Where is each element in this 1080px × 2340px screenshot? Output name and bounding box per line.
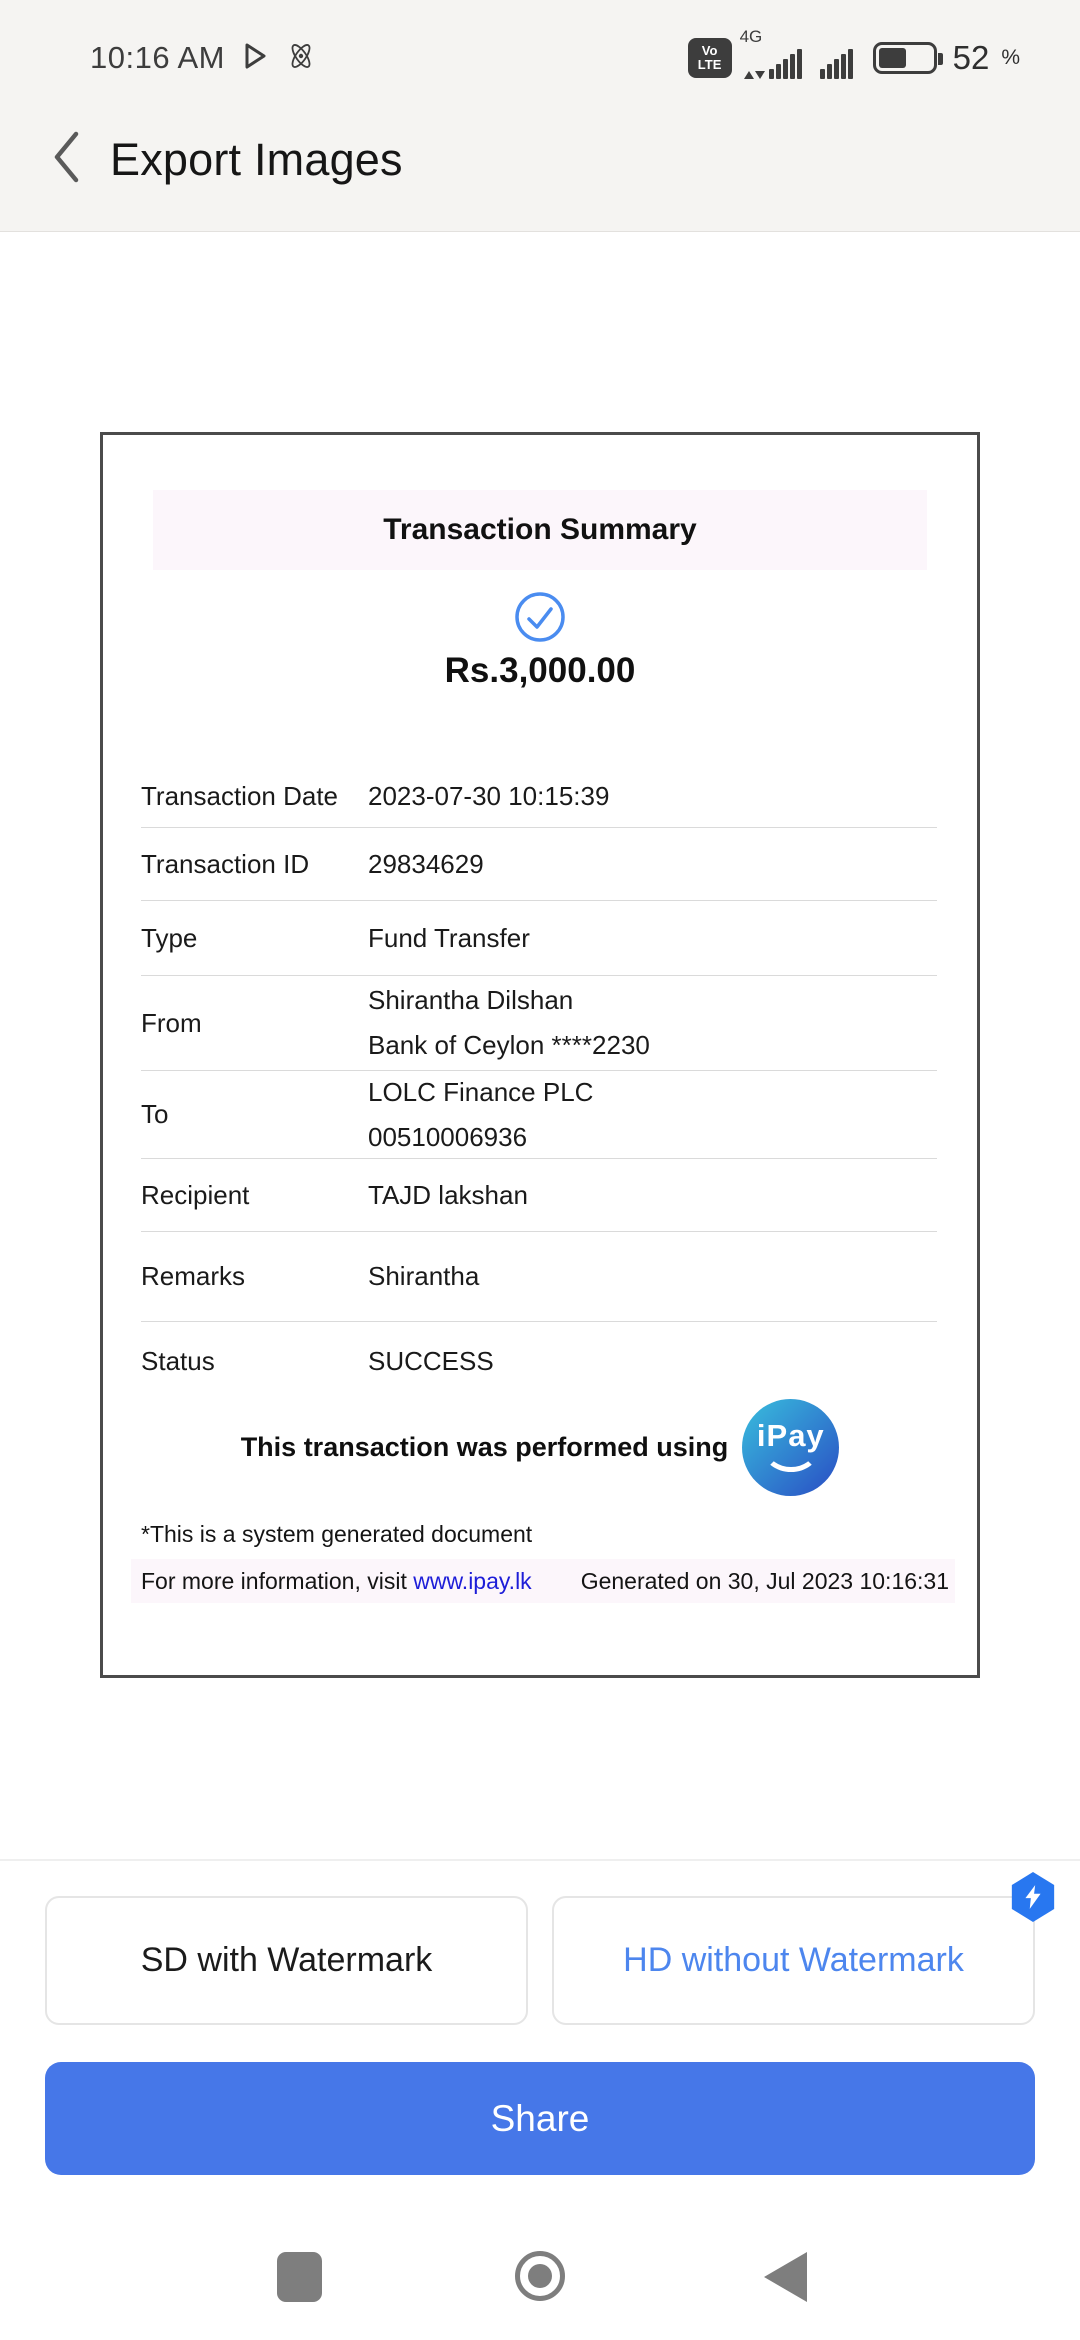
ipay-link: www.ipay.lk [413, 1567, 532, 1594]
signal-icon-sim1 [739, 27, 804, 79]
performed-using-text: This transaction was performed using [240, 1432, 729, 1462]
receipt-footer-band [131, 1559, 955, 1603]
sheet-divider [0, 1859, 1080, 1861]
atom-icon [285, 40, 317, 77]
signal-icon-sim2 [820, 37, 855, 79]
table-row: From Shirantha Dilshan Bank of Ceylon ****2230 [141, 976, 937, 1071]
play-icon [243, 43, 267, 74]
transaction-details-table [141, 765, 937, 1400]
more-info-text: For more information, visit www.ipay.lk [141, 1567, 532, 1594]
receipt-title: Transaction Summary [383, 513, 697, 546]
home-dot-icon [528, 2264, 552, 2288]
chevron-left-icon [50, 129, 82, 190]
table-row: Remarks Shirantha [141, 1232, 937, 1322]
table-row: Transaction ID 29834629 [141, 828, 937, 901]
nav-back-button[interactable] [764, 2252, 807, 2302]
table-row: To LOLC Finance PLC 00510006936 [141, 1071, 937, 1159]
receipt-preview [100, 432, 980, 1678]
transaction-amount: Rs.3,000.00 [444, 651, 636, 690]
status-bar [0, 28, 1080, 88]
ipay-smile-arc [763, 1428, 819, 1472]
status-time: 10:16 AM [90, 40, 225, 75]
table-row: Recipient TAJD lakshan [141, 1159, 937, 1232]
top-chrome [0, 0, 1080, 232]
app-bar [0, 88, 1080, 231]
option-sd-with-watermark[interactable]: SD with Watermark [45, 1896, 528, 2025]
option-hd-without-watermark[interactable]: HD without Watermark [552, 1896, 1035, 2025]
battery-percent-sign: % [1001, 46, 1020, 69]
generated-timestamp: Generated on 30, Jul 2023 10:16:31 [580, 1567, 949, 1594]
lightning-icon [1022, 1884, 1044, 1910]
nav-home-button[interactable] [515, 2251, 565, 2301]
table-row: Status SUCCESS [141, 1322, 937, 1400]
network-type-label: 4G [739, 27, 763, 46]
success-check-icon [103, 591, 977, 643]
status-value: SUCCESS [368, 1345, 494, 1376]
battery-level: 52 [952, 39, 990, 76]
ipay-logo: iPay [742, 1399, 839, 1496]
battery-icon [873, 42, 937, 74]
system-generated-note: *This is a system generated document [141, 1521, 533, 1547]
receipt-title-band [153, 490, 927, 570]
page-title: Export Images [110, 133, 403, 185]
table-row: Transaction Date 2023-07-30 10:15:39 [141, 765, 937, 828]
nav-recents-button[interactable] [277, 2252, 322, 2302]
back-button[interactable] [44, 126, 88, 192]
volte-badge: Vo LTE [688, 38, 732, 78]
share-button[interactable]: Share [45, 2062, 1035, 2175]
table-row: Type Fund Transfer [141, 901, 937, 976]
performed-using-row [103, 1395, 977, 1500]
